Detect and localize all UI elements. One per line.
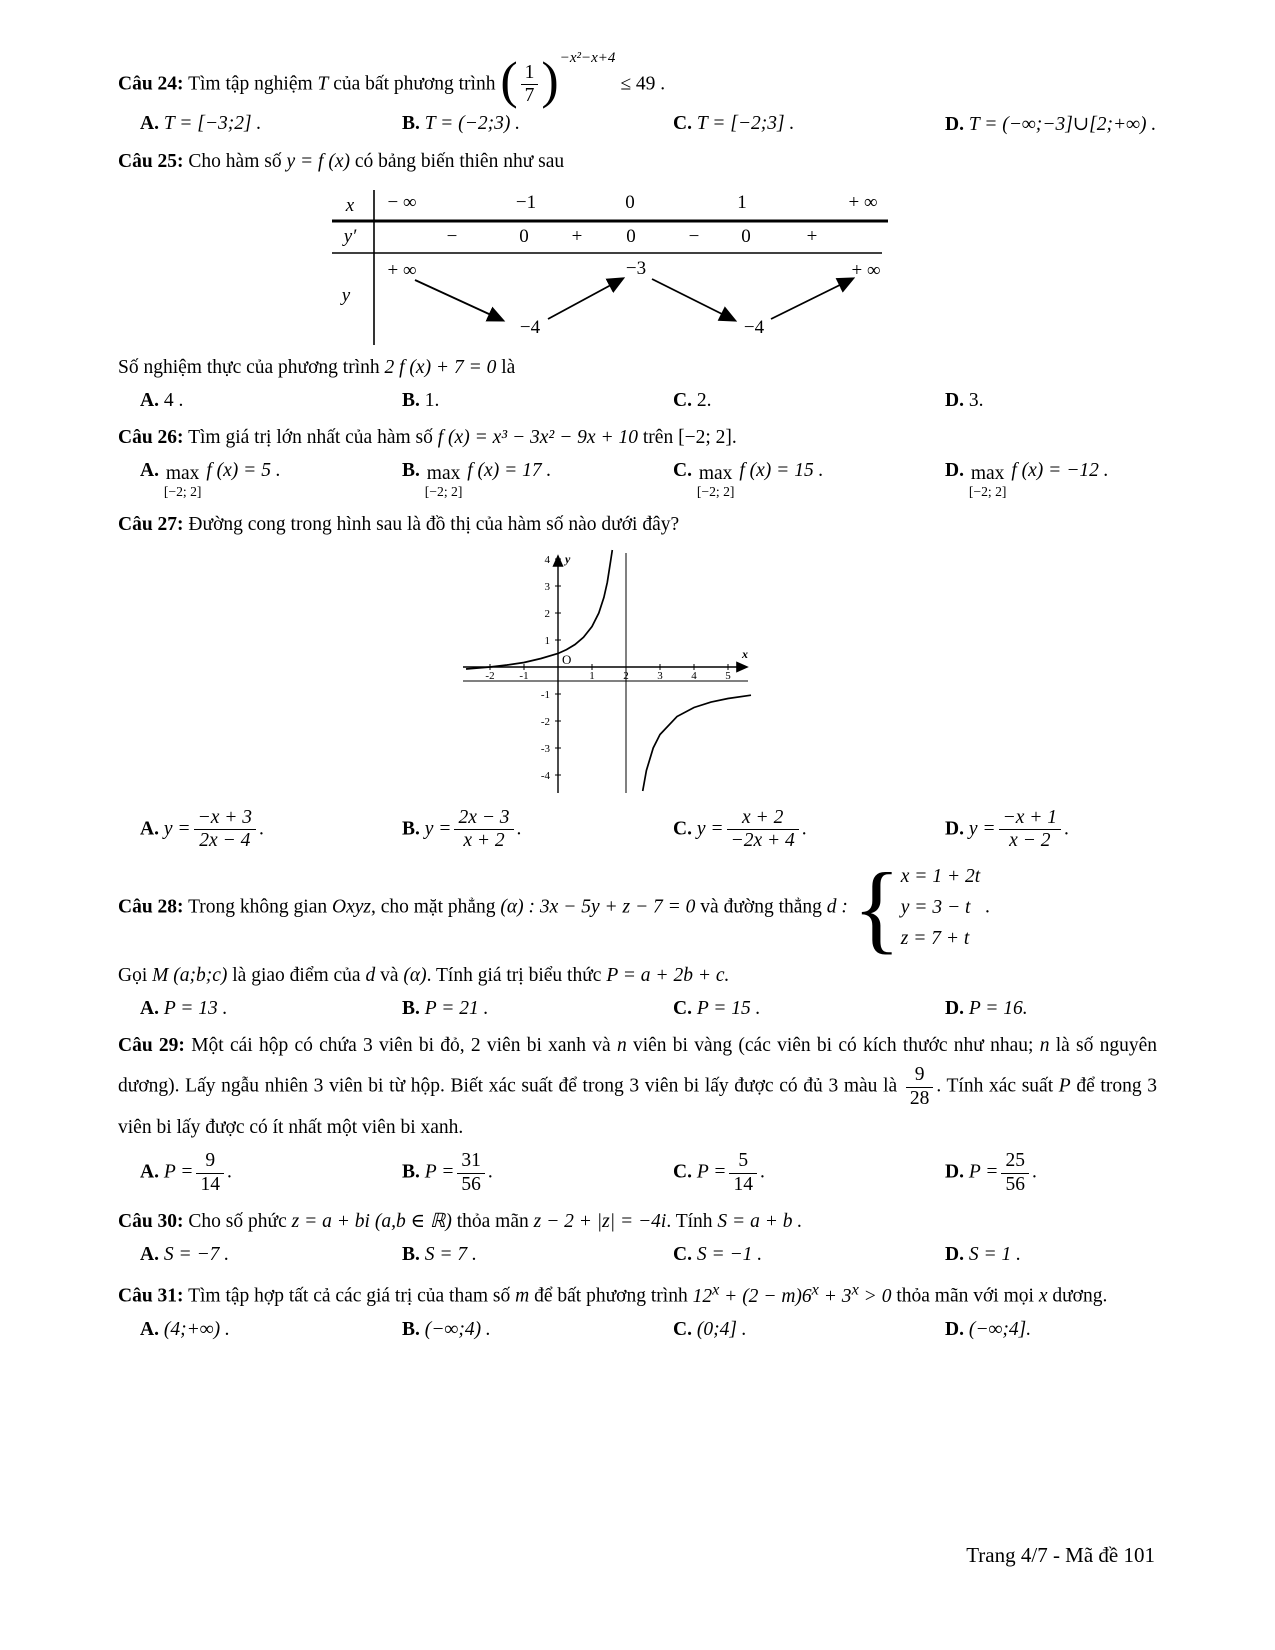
option-fraction: $\frac{31}{56}$	[454, 1150, 488, 1196]
option-a: A. max [−2; 2] f (x) = 5 .	[140, 460, 281, 499]
system-brace: {	[852, 851, 901, 963]
option-d: D. (−∞;4].	[945, 1318, 1032, 1340]
option-c: C. 2.	[673, 389, 712, 411]
option-fraction: $\frac{5}{14}$	[726, 1150, 760, 1196]
svg-text:-2: -2	[485, 669, 495, 682]
option-b: B. P = $\frac{31}{56}$ .	[402, 1150, 493, 1195]
q27-options	[118, 807, 1157, 853]
y-axis-label: y	[565, 551, 571, 566]
q24-lead2: của bất phương trình	[333, 73, 496, 95]
question-28-label: Câu 28:	[118, 896, 184, 918]
q28-plane-equation: (α) : 3x − 5y + z − 7 = 0	[500, 896, 696, 918]
q26-lead2: trên	[642, 426, 674, 448]
q24-lead1: Tìm tập nghiệm	[188, 73, 313, 95]
question-31-text: Câu 31: Tìm tập hợp tất cả các giá trị của tham số m để bất phương trình $12^x + (2 - m)6^x + 3^x > 0$ thỏa mãn với mọi x dương.	[118, 1280, 1108, 1307]
max-operator: max [−2; 2]	[163, 463, 202, 499]
q25-fx: y = f (x)	[286, 150, 350, 172]
svg-text:-2: -2	[540, 715, 550, 728]
option-fraction: $\frac{2x - 3}{x + 2}$	[451, 807, 516, 853]
option-fraction: $\frac{-x + 3}{2x - 4}$	[191, 807, 259, 853]
q31-inequality: $12^x + (2 - m)6^x + 3^x > 0$	[692, 1280, 892, 1307]
option-c: C. T = [−2;3] .	[673, 112, 795, 134]
q25-lead2: có bảng biến thiên như sau	[354, 150, 565, 172]
question-24-label: Câu 24:	[118, 73, 184, 95]
q26-interval: [−2; 2].	[678, 426, 737, 448]
max-operator: max [−2; 2]	[424, 463, 463, 499]
question-26-label: Câu 26:	[118, 426, 184, 448]
big-paren-close: )	[541, 52, 559, 110]
q24-frac-den: 7	[521, 84, 539, 107]
q29-options	[118, 1150, 1157, 1196]
option-a: A. (4;+∞) .	[140, 1318, 230, 1340]
option-d: D. T = (−∞;−3]∪[2;+∞) .	[945, 113, 1157, 135]
question-29-label: Câu 29:	[118, 1035, 185, 1057]
table-row-x-label: x	[345, 194, 355, 216]
question-26-text	[118, 420, 1157, 456]
svg-text:3: 3	[657, 669, 663, 682]
question-27-label: Câu 27:	[118, 513, 184, 535]
question-30-text: Câu 30: Cho số phức z = a + bi (a,b ∈ ℝ) thỏa mãn z − 2 + |z| = −4i. Tính S = a + b .	[118, 1211, 803, 1233]
option-d: D. y = $\frac{-x + 1}{x - 2}$ .	[945, 806, 1069, 852]
q28-expression-P: P = a + 2b + c.	[606, 965, 730, 987]
option-c: C. max [−2; 2] f (x) = 15 .	[673, 460, 824, 499]
function-graph	[453, 547, 753, 803]
page-footer: Trang 4/7 - Mã đề 101	[966, 1543, 1155, 1567]
option-b: B. y = $\frac{2x - 3}{x + 2}$ .	[402, 806, 522, 852]
question-25-subtext	[118, 350, 1157, 386]
big-paren-open: (	[500, 52, 518, 110]
parametric-system: x = 1 + 2t y = 3 − t z = 7 + t	[900, 865, 981, 950]
q28-oxyz: Oxyz	[332, 896, 371, 918]
q25-equation: 2 f (x) + 7 = 0	[384, 356, 497, 378]
question-31-label: Câu 31:	[118, 1285, 184, 1307]
question-25	[118, 144, 1157, 412]
option-c: C. P = $\frac{5}{14}$ .	[673, 1150, 765, 1195]
q27-question: Đường cong trong hình sau là đồ thị của hàm số nào dưới đây?	[188, 513, 680, 535]
question-28-subtext: Gọi M (a;b;c) là giao điểm của d và (α). Tính giá trị biểu thức P = a + 2b + c.	[118, 965, 730, 987]
variation-table: x y′ y − ∞ −1 0 1 + ∞ − 0 + 0 − 0 + + ∞ −3 + ∞ −4 −4	[330, 188, 890, 346]
q28-point-M: M (a;b;c)	[152, 965, 228, 987]
origin-label: O	[562, 651, 572, 667]
q24-frac-num: 1	[524, 62, 535, 83]
option-c: C. S = −1 .	[673, 1244, 763, 1266]
question-27	[118, 507, 1157, 853]
table-row-y-label: y	[341, 284, 351, 306]
question-25-text	[118, 144, 1157, 180]
option-a: A. 4 .	[140, 389, 184, 411]
svg-text:-4: -4	[540, 769, 550, 782]
q24-tail: ≤ 49 .	[620, 73, 666, 95]
q24-var: T	[317, 73, 329, 95]
x-axis-label: x	[742, 646, 748, 661]
option-a: A. P = 13 .	[140, 998, 228, 1020]
question-29	[118, 1028, 1157, 1196]
question-28	[118, 851, 1157, 1021]
option-b: B. T = (−2;3) .	[402, 112, 521, 134]
option-a: A. T = [−3;2] .	[140, 112, 262, 134]
svg-text:1: 1	[544, 634, 550, 647]
svg-text:-3: -3	[540, 742, 550, 755]
q26-fx: f (x) = x³ − 3x² − 9x + 10	[437, 426, 638, 448]
option-c: C. (0;4] .	[673, 1318, 747, 1340]
option-fraction: $\frac{-x + 1}{x - 2}$	[996, 807, 1064, 853]
option-a: A. P = $\frac{9}{14}$ .	[140, 1150, 232, 1195]
q25-lead1: Cho hàm số	[188, 150, 282, 172]
question-28-text: Câu 28: Trong không gian Oxyz, cho mặt phẳng (α) : 3x − 5y + z − 7 = 0 và đường thẳng d : { x = 1 + 2t y = 3 − t z = 7 + t .	[118, 851, 990, 963]
option-d: D. P = 16.	[945, 998, 1028, 1020]
question-25-label: Câu 25:	[118, 150, 184, 172]
svg-text:-1: -1	[519, 669, 529, 682]
q24-options	[118, 112, 1157, 136]
q28-options	[118, 998, 1157, 1020]
option-d: D. 3.	[945, 389, 984, 411]
max-operator: max [−2; 2]	[696, 463, 735, 499]
q28-seg3: và đường thẳng	[700, 896, 822, 918]
option-d: D. S = 1 .	[945, 1244, 1022, 1266]
question-24-text	[118, 50, 1157, 110]
question-27-text	[118, 507, 1157, 543]
q24-exponent: −x²−x+4	[559, 50, 616, 67]
question-26	[118, 420, 1157, 499]
table-row-yprime-label: y′	[343, 225, 357, 247]
question-29-text: Câu 29: Một cái hộp có chứa 3 viên bi đỏ, 2 viên bi xanh và n viên bi vàng (các viên bi có kích thước như nhau; n là số nguyên dương). Lấy ngẫu nhiên 3 viên bi từ hộp. Biết xác suất để trong 3 viên bi lấy được có đủ 3 màu là $\frac{9}{28}$ . Tính xác suất P để trong 3 viên bi lấy được có ít nhất một viên bi xanh.	[118, 1035, 1158, 1139]
q30-S-expression: S = a + b .	[717, 1211, 803, 1233]
question-30	[118, 1204, 1157, 1266]
svg-text:1: 1	[589, 669, 595, 682]
q25-q1: Số nghiệm thực của phương trình	[118, 356, 380, 378]
option-d: D. P = $\frac{25}{56}$ .	[945, 1150, 1037, 1195]
option-fraction: $\frac{x + 2}{-2x + 4}$	[724, 807, 802, 853]
option-c: C. y = $\frac{x + 2}{-2x + 4}$ .	[673, 806, 807, 852]
q26-lead1: Tìm giá trị lớn nhất của hàm số	[188, 426, 433, 448]
option-b: B. max [−2; 2] f (x) = 17 .	[402, 460, 552, 499]
q25-q2: là	[501, 356, 516, 378]
q28-seg2: , cho mặt phẳng	[370, 896, 496, 918]
q28-line-var: d :	[826, 896, 848, 918]
q26-options	[118, 460, 1157, 499]
svg-text:-1: -1	[540, 688, 550, 701]
probability-fraction: $\frac{9}{28}$	[903, 1064, 937, 1110]
q30-options	[118, 1244, 1157, 1266]
option-c: C. P = 15 .	[673, 998, 761, 1020]
option-d: D. max [−2; 2] f (x) = −12 .	[945, 460, 1109, 499]
q24-fraction	[518, 62, 542, 108]
q25-options	[118, 390, 1157, 412]
svg-text:5: 5	[725, 669, 731, 682]
hyperbola-graph-figure	[453, 547, 753, 797]
svg-text:2: 2	[544, 607, 550, 620]
svg-text:4: 4	[544, 553, 550, 566]
question-30-label: Câu 30:	[118, 1211, 184, 1233]
option-b: B. S = 7 .	[402, 1244, 477, 1266]
question-24	[118, 50, 1157, 136]
svg-text:3: 3	[544, 580, 550, 593]
option-b: B. 1.	[402, 389, 440, 411]
q30-condition: z − 2 + |z| = −4i	[533, 1211, 667, 1233]
svg-text:2: 2	[623, 669, 629, 682]
option-a: A. y = $\frac{-x + 3}{2x - 4}$ .	[140, 806, 264, 852]
max-operator: max [−2; 2]	[968, 463, 1007, 499]
option-fraction: $\frac{9}{14}$	[193, 1150, 227, 1196]
q31-options	[118, 1319, 1157, 1341]
option-fraction: $\frac{25}{56}$	[998, 1150, 1032, 1196]
question-31	[118, 1274, 1157, 1341]
svg-text:4: 4	[691, 669, 697, 682]
option-b: B. P = 21 .	[402, 998, 489, 1020]
option-a: A. S = −7 .	[140, 1244, 230, 1266]
option-b: B. (−∞;4) .	[402, 1318, 491, 1340]
q30-complex-z: z = a + bi	[291, 1211, 370, 1233]
q28-seg1: Trong không gian	[188, 896, 328, 918]
